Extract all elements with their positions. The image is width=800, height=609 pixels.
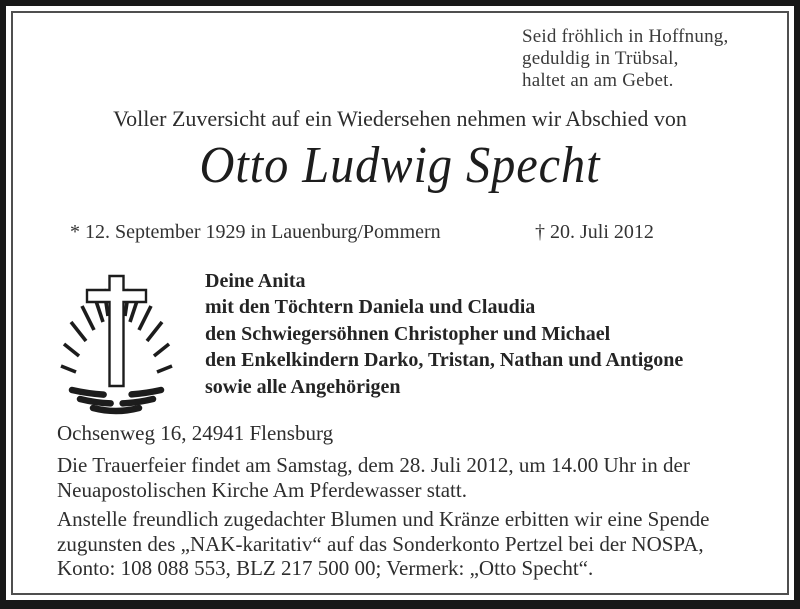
mourner-line: mit den Töchtern Daniela und Claudia: [205, 296, 536, 319]
home-address: Ochsenweg 16, 24941 Flensburg: [57, 421, 334, 445]
funeral-line: Neuapostolischen Kirche Am Pferdewasser statt.: [57, 477, 467, 502]
bible-quote: [522, 26, 728, 92]
intro-line: Voller Zuversicht auf ein Wiedersehen nehmen wir Abschied von: [113, 106, 687, 131]
deceased-name: Otto Ludwig Specht: [199, 137, 601, 194]
funeral-line: Die Trauerfeier findet am Samstag, dem 28. Juli 2012, um 14.00 Uhr in der: [57, 453, 690, 477]
donation-line: zugunsten des „NAK-karitativ“ auf das Sonderkonto Pertzel bei der NOSPA,: [57, 531, 704, 556]
mourner-line: Deine Anita: [205, 270, 306, 292]
birth-date: * 12. September 1929 in Lauenburg/Pommern: [70, 221, 441, 243]
mourner-line: sowie alle Angehörigen: [205, 375, 401, 398]
quote-line: geduldig in Trübsal,: [522, 48, 679, 69]
obituary-card: [6, 6, 794, 600]
church-cross-icon: [50, 258, 200, 418]
mourners-list: [205, 268, 683, 400]
mourner-line: den Schwiegersöhnen Christopher und Michael: [205, 322, 611, 345]
donation-line: Konto: 108 088 553, BLZ 217 500 00; Vermerk: „Otto Specht“.: [57, 556, 594, 580]
funeral-info: [57, 453, 690, 502]
quote-line: Seid fröhlich in Hoffnung,: [522, 26, 729, 47]
donation-line: Anstelle freundlich zugedachter Blumen und Kränze erbitten wir eine Spende: [57, 507, 710, 531]
quote-line: haltet an am Gebet.: [522, 70, 674, 91]
mourner-line: den Enkelkindern Darko, Tristan, Nathan und Antigone: [205, 349, 684, 372]
death-date: † 20. Juli 2012: [535, 221, 654, 243]
donation-info: [57, 507, 710, 581]
